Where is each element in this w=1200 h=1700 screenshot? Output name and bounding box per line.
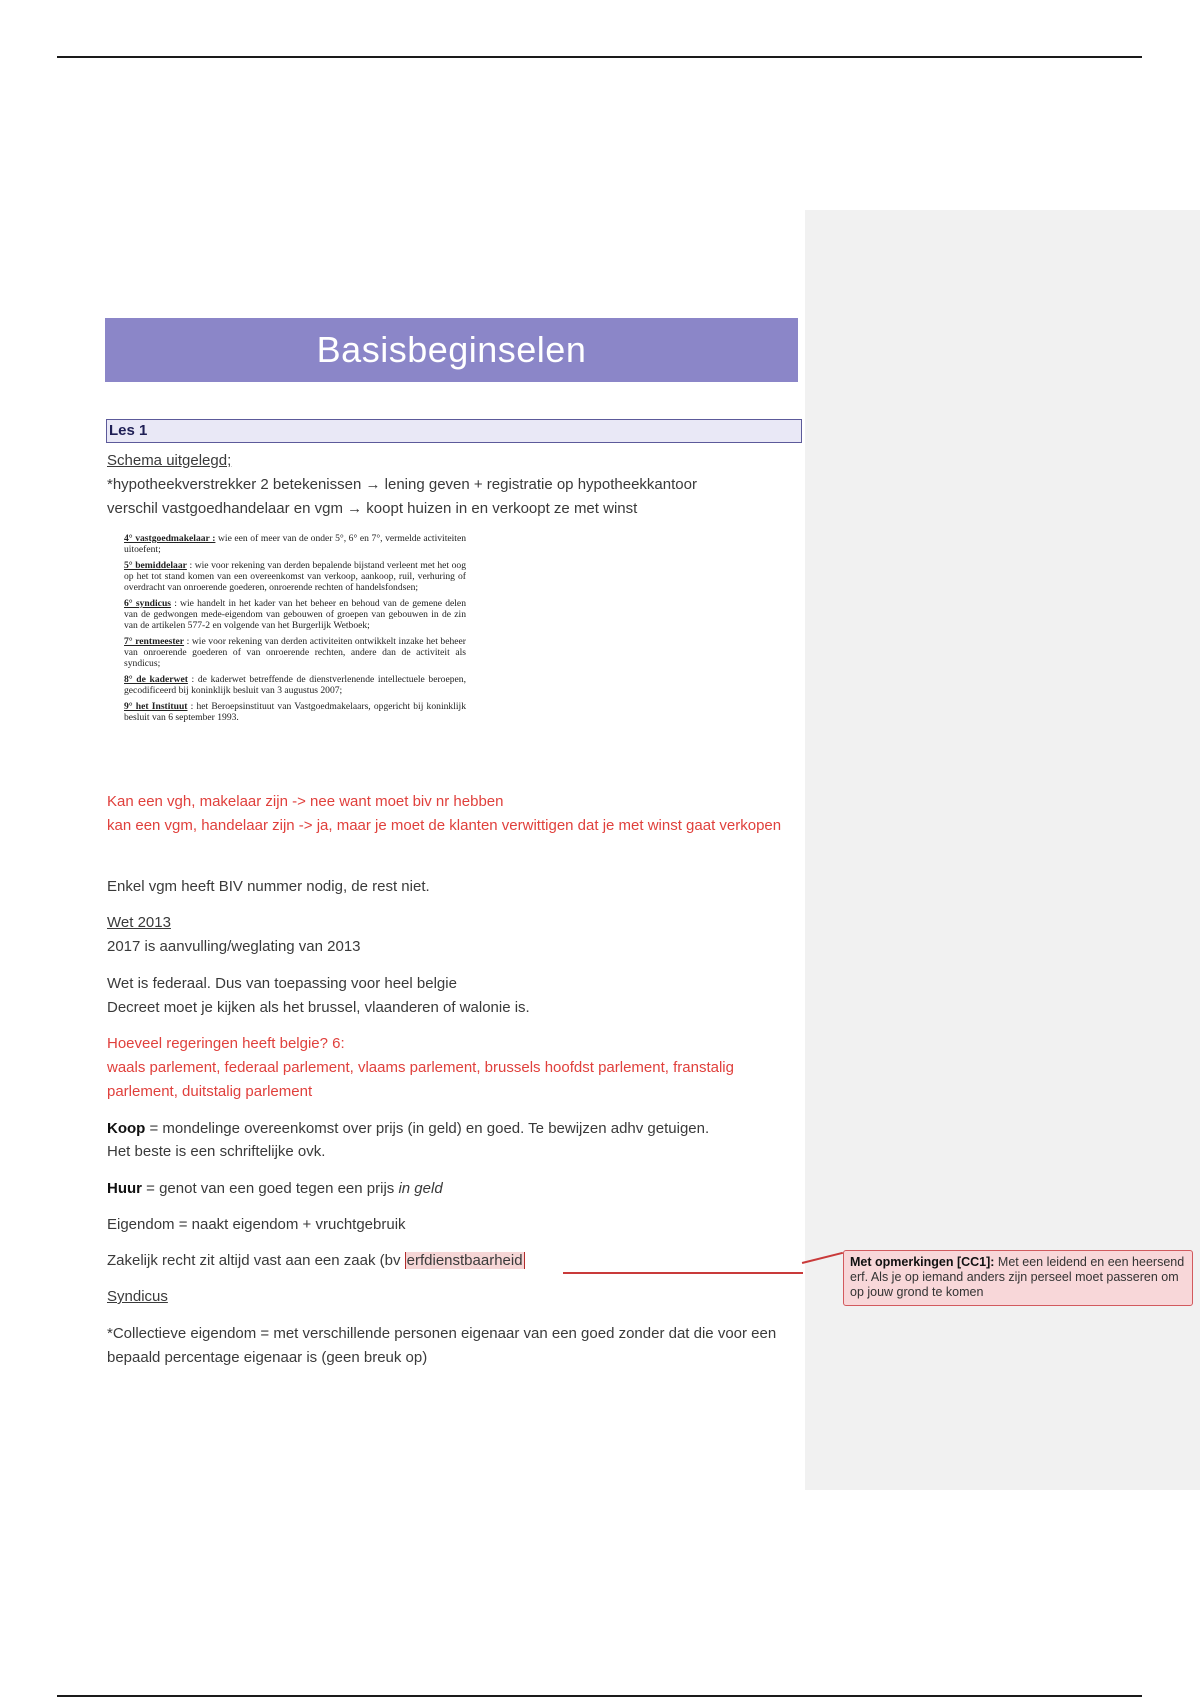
scan-paragraph-9 <box>110 701 466 723</box>
scan-term-5: 5° bemiddelaar <box>124 560 187 571</box>
scan-term-8: 8° de kaderwet <box>124 674 188 685</box>
zakelijk-line <box>107 1249 797 1273</box>
huur-italic: in geld <box>398 1180 443 1197</box>
wet-line: 2017 is aanvulling/weglating van 2013 <box>107 938 361 955</box>
scan-text-7: : wie voor rekening van derden activiteiten ontwikkelt inzake het beheer van onroerende goederen of van onroerende rechten, andere dan de activiteit als syndicus; <box>124 636 466 669</box>
scan-term-9: 9° het Instituut <box>124 701 188 712</box>
hypotheek-line: *hypotheekverstrekker 2 betekenissen → lening geven + registratie op hypotheekkantoor <box>107 476 697 493</box>
syndicus-heading: Syndicus <box>107 1288 168 1305</box>
comment-balloon[interactable] <box>843 1250 1193 1306</box>
section-heading-les: Les 1 <box>106 419 802 443</box>
federaal-line: Wet is federaal. Dus van toepassing voor heel belgie <box>107 975 457 992</box>
red-question-1: Kan een vgh, makelaar zijn -> nee want moet biv nr hebben <box>107 793 504 810</box>
biv-line: Enkel vgm heeft BIV nummer nodig, de rest niet. <box>107 878 430 895</box>
commented-text-erfdienstbaarheid[interactable]: erfdienstbaarheid <box>406 1252 523 1269</box>
header-rule <box>57 56 1142 58</box>
scan-paragraph-4 <box>110 533 466 555</box>
scan-text-5: : wie voor rekening van derden bepalende bijstand verleent met het oog op het tot stand komen van een overeenkomst van verkoop, aankoop, ruil, verhuring of overdracht van onroerende goederen, onroerende rechten of handelsfondsen; <box>124 560 466 593</box>
schema-heading: Schema uitgelegd; <box>107 452 232 469</box>
comment-label: Met opmerkingen [CC1]: <box>850 1255 995 1269</box>
koop-term: Koop <box>107 1120 146 1137</box>
verschil-line: verschil vastgoedhandelaar en vgm → koopt huizen in en verkoopt ze met winst <box>107 500 638 517</box>
collectieve-line: *Collectieve eigendom = met verschillende personen eigenaar van een goed zonder dat die voor een bepaald percentage eigenaar is (geen breuk op) <box>107 1325 777 1366</box>
scanned-law-excerpt <box>110 533 466 778</box>
huur-text: = genot van een goed tegen een prijs <box>142 1180 399 1197</box>
scan-paragraph-8 <box>110 674 466 696</box>
regeringen-question: Hoeveel regeringen heeft belgie? 6: <box>107 1035 345 1052</box>
scan-term-7: 7° rentmeester <box>124 636 185 647</box>
wet-heading: Wet 2013 <box>107 914 171 931</box>
eigendom-line: Eigendom = naakt eigendom + vruchtgebruik <box>107 1216 406 1233</box>
huur-definition <box>107 1177 797 1201</box>
scan-paragraph-5 <box>110 560 466 593</box>
koop-definition <box>107 1117 797 1141</box>
scan-paragraph-6 <box>110 598 466 631</box>
decreet-line: Decreet moet je kijken als het brussel, vlaanderen of walonie is. <box>107 999 530 1016</box>
scan-text-8: : de kaderwet betreffende de dienstverlenende intellectuele beroepen, gecodificeerd bij koninklijk besluit van 3 augustus 2007; <box>124 674 466 696</box>
scan-term-6: 6° syndicus <box>124 598 172 609</box>
regeringen-answer: waals parlement, federaal parlement, vlaams parlement, brussels hoofdst parlement, franstalig parlement, duitstalig parlement <box>107 1059 734 1100</box>
red-question-2: kan een vgm, handelaar zijn -> ja, maar je moet de klanten verwittigen dat je met winst gaat verkopen <box>107 817 782 834</box>
huur-term: Huur <box>107 1180 142 1197</box>
comment-connector-line <box>563 1272 803 1274</box>
page-title: Basisbeginselen <box>105 318 798 382</box>
scan-term-4: 4° vastgoedmakelaar : <box>124 533 216 544</box>
scan-text-6: : wie handelt in het kader van het beheer en behoud van de gemene delen van de gedwongen mede-eigendom van gebouwen of groepen van gebouwen in de zin van de artikelen 577-2 en volgende van het Burgerlijk Wetboek; <box>124 598 466 631</box>
scan-text-9: : het Beroepsinstituut van Vastgoedmakelaars, opgericht bij koninklijk besluit van 6 september 1993. <box>124 701 466 723</box>
koop-text: = mondelinge overeenkomst over prijs (in geld) en goed. Te bewijzen adhv getuigen. <box>145 1120 710 1137</box>
scan-text-4: wie een of meer van de onder 5°, 6° en 7°, vermelde activiteiten uitoefent; <box>124 533 467 555</box>
koop-text-2: Het beste is een schriftelijke ovk. <box>107 1143 326 1160</box>
footer-rule <box>57 1695 1142 1697</box>
scan-paragraph-7 <box>110 636 466 669</box>
comment-text: Met een leidend en een heersend erf. Als je op iemand anders zijn perseel moet passeren om op jouw grond te komen <box>850 1255 1185 1299</box>
zakelijk-text: Zakelijk recht zit altijd vast aan een zaak (bv <box>107 1252 405 1269</box>
